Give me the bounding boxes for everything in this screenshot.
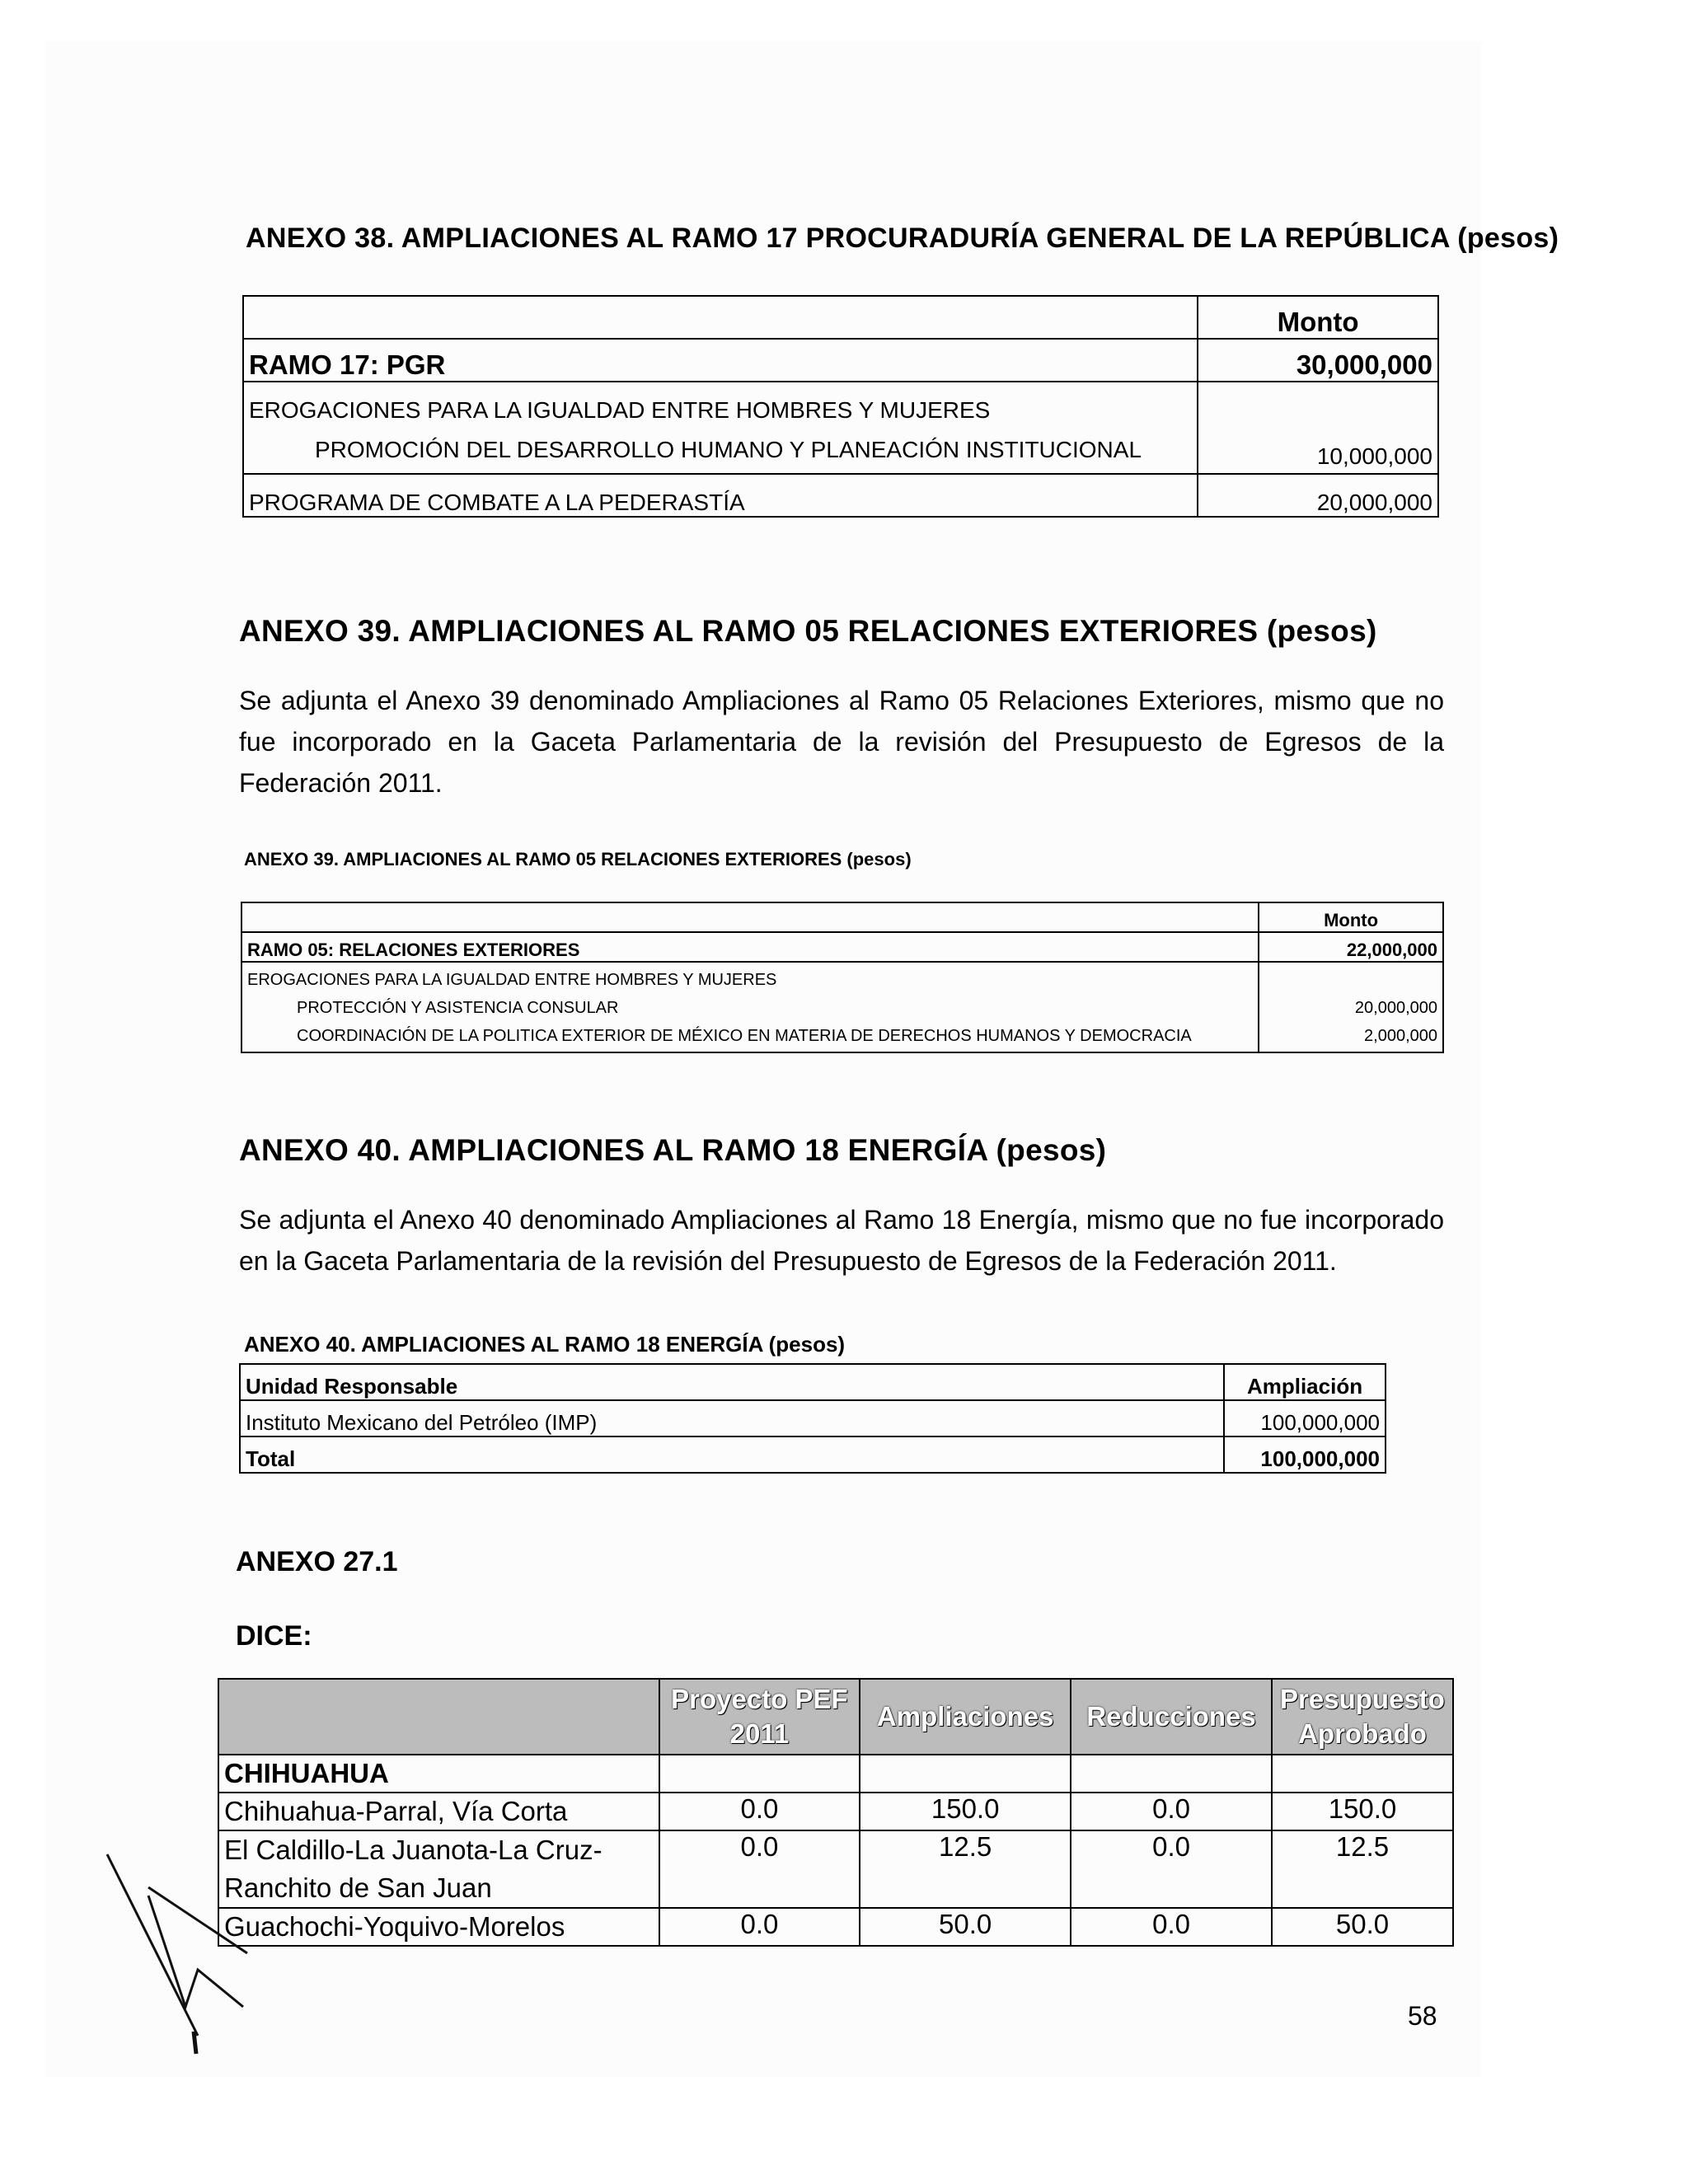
row1-value: 20,000,000 — [1354, 999, 1437, 1017]
row-ampliaciones: 12.5 — [860, 1830, 1071, 1908]
row2-label: COORDINACIÓN DE LA POLITICA EXTERIOR DE MÉXICO EN MATERIA DE DERECHOS HUMANOS Y DEMOCRACIA — [297, 1027, 1192, 1045]
row2-value: 20,000,000 — [1198, 474, 1438, 517]
row1-value: 100,000,000 — [1224, 1400, 1386, 1436]
anexo40-table-title: ANEXO 40. AMPLIACIONES AL RAMO 18 ENERGÍA (pesos) — [244, 1332, 846, 1357]
row-name: Guachochi-Yoquivo-Morelos — [218, 1908, 659, 1946]
row-aprobado: 150.0 — [1272, 1793, 1453, 1830]
anexo40-paragraph: Se adjunta el Anexo 40 denominado Ampliaciones al Ramo 18 Energía, mismo que no fue incorporado en la Gaceta Parlamentaria de la revisión del Presupuesto de Egresos de la Federación 2011. — [239, 1205, 1444, 1276]
anexo27-table — [218, 1678, 1454, 1947]
header-aprobado: Presupuesto Aprobado — [1272, 1679, 1453, 1755]
anexo39-table-title: ANEXO 39. AMPLIACIONES AL RAMO 05 RELACIONES EXTERIORES (pesos) — [244, 849, 912, 869]
row-aprobado: 12.5 — [1272, 1830, 1453, 1908]
row1-label: PROTECCIÓN Y ASISTENCIA CONSULAR — [297, 999, 619, 1017]
ramo-label: RAMO 05: RELACIONES EXTERIORES — [241, 932, 1259, 962]
ramo-total: 22,000,000 — [1259, 932, 1443, 962]
page-number: 58 — [1408, 2001, 1437, 2031]
row-reducciones: 0.0 — [1071, 1793, 1272, 1830]
row1-label: Instituto Mexicano del Petróleo (IMP) — [240, 1400, 1224, 1436]
row-ampliaciones: 150.0 — [860, 1793, 1071, 1830]
anexo27-subtitle: DICE: — [236, 1620, 312, 1652]
anexo39-paragraph: Se adjunta el Anexo 39 denominado Ampliaciones al Ramo 05 Relaciones Exteriores, mismo que no fue incorporado en la Gaceta Parlamentaria de la revisión del Presupuesto de Egresos de la Federación 2011. — [239, 686, 1444, 798]
monto-header: Monto — [1198, 296, 1438, 339]
header-ampliaciones: Ampliaciones — [860, 1679, 1071, 1755]
header-proyecto: Proyecto PEF 2011 — [659, 1679, 860, 1755]
ramo-label: RAMO 17: PGR — [243, 339, 1198, 382]
row1-label: PROMOCIÓN DEL DESARROLLO HUMANO Y PLANEACIÓN INSTITUCIONAL — [315, 437, 1142, 462]
row-reducciones: 0.0 — [1071, 1830, 1272, 1908]
total-label: Total — [240, 1436, 1224, 1473]
empty-header-cell — [218, 1679, 659, 1755]
handwritten-signature — [99, 1838, 280, 2069]
row1-value: 10,000,000 — [1198, 382, 1438, 474]
row-proyecto: 0.0 — [659, 1793, 860, 1830]
row-aprobado: 50.0 — [1272, 1908, 1453, 1946]
values-cell — [1259, 962, 1443, 1052]
anexo27-title: ANEXO 27.1 — [236, 1546, 398, 1577]
group-label: EROGACIONES PARA LA IGUALDAD ENTRE HOMBRES Y MUJERES — [249, 397, 991, 423]
anexo38-table — [242, 295, 1439, 518]
col-ampliacion-header: Ampliación — [1224, 1364, 1386, 1400]
anexo38-title: ANEXO 38. AMPLIACIONES AL RAMO 17 PROCURADURÍA GENERAL DE LA REPÚBLICA (pesos) — [246, 223, 1559, 254]
anexo40-table — [239, 1363, 1386, 1474]
row-proyecto: 0.0 — [659, 1908, 860, 1946]
table-row — [218, 1830, 1453, 1908]
total-value: 100,000,000 — [1224, 1436, 1386, 1473]
row-reducciones: 0.0 — [1071, 1908, 1272, 1946]
anexo40-title: ANEXO 40. AMPLIACIONES AL RAMO 18 ENERGÍA (pesos) — [239, 1133, 1107, 1167]
anexo39-table — [241, 902, 1444, 1053]
row-name: El Caldillo-La Juanota-La Cruz-Ranchito de San Juan — [218, 1830, 659, 1908]
state-label: CHIHUAHUA — [218, 1755, 659, 1793]
group-label: EROGACIONES PARA LA IGUALDAD ENTRE HOMBRES Y MUJERES — [247, 971, 777, 989]
row-proyecto: 0.0 — [659, 1830, 860, 1908]
empty-header-cell — [241, 902, 1259, 932]
monto-header: Monto — [1259, 902, 1443, 932]
ramo-total: 30,000,000 — [1198, 339, 1438, 382]
table-row — [218, 1908, 1453, 1946]
row2-value: 2,000,000 — [1364, 1027, 1437, 1045]
group-cell — [241, 962, 1259, 1052]
group-cell — [243, 382, 1198, 474]
table-row — [218, 1793, 1453, 1830]
row2-label: PROGRAMA DE COMBATE A LA PEDERASTÍA — [243, 474, 1198, 517]
col-unidad-header: Unidad Responsable — [240, 1364, 1224, 1400]
row-ampliaciones: 50.0 — [860, 1908, 1071, 1946]
header-reducciones: Reducciones — [1071, 1679, 1272, 1755]
empty-header-cell — [243, 296, 1198, 339]
anexo39-title: ANEXO 39. AMPLIACIONES AL RAMO 05 RELACIONES EXTERIORES (pesos) — [239, 614, 1377, 648]
row-name: Chihuahua-Parral, Vía Corta — [218, 1793, 659, 1830]
